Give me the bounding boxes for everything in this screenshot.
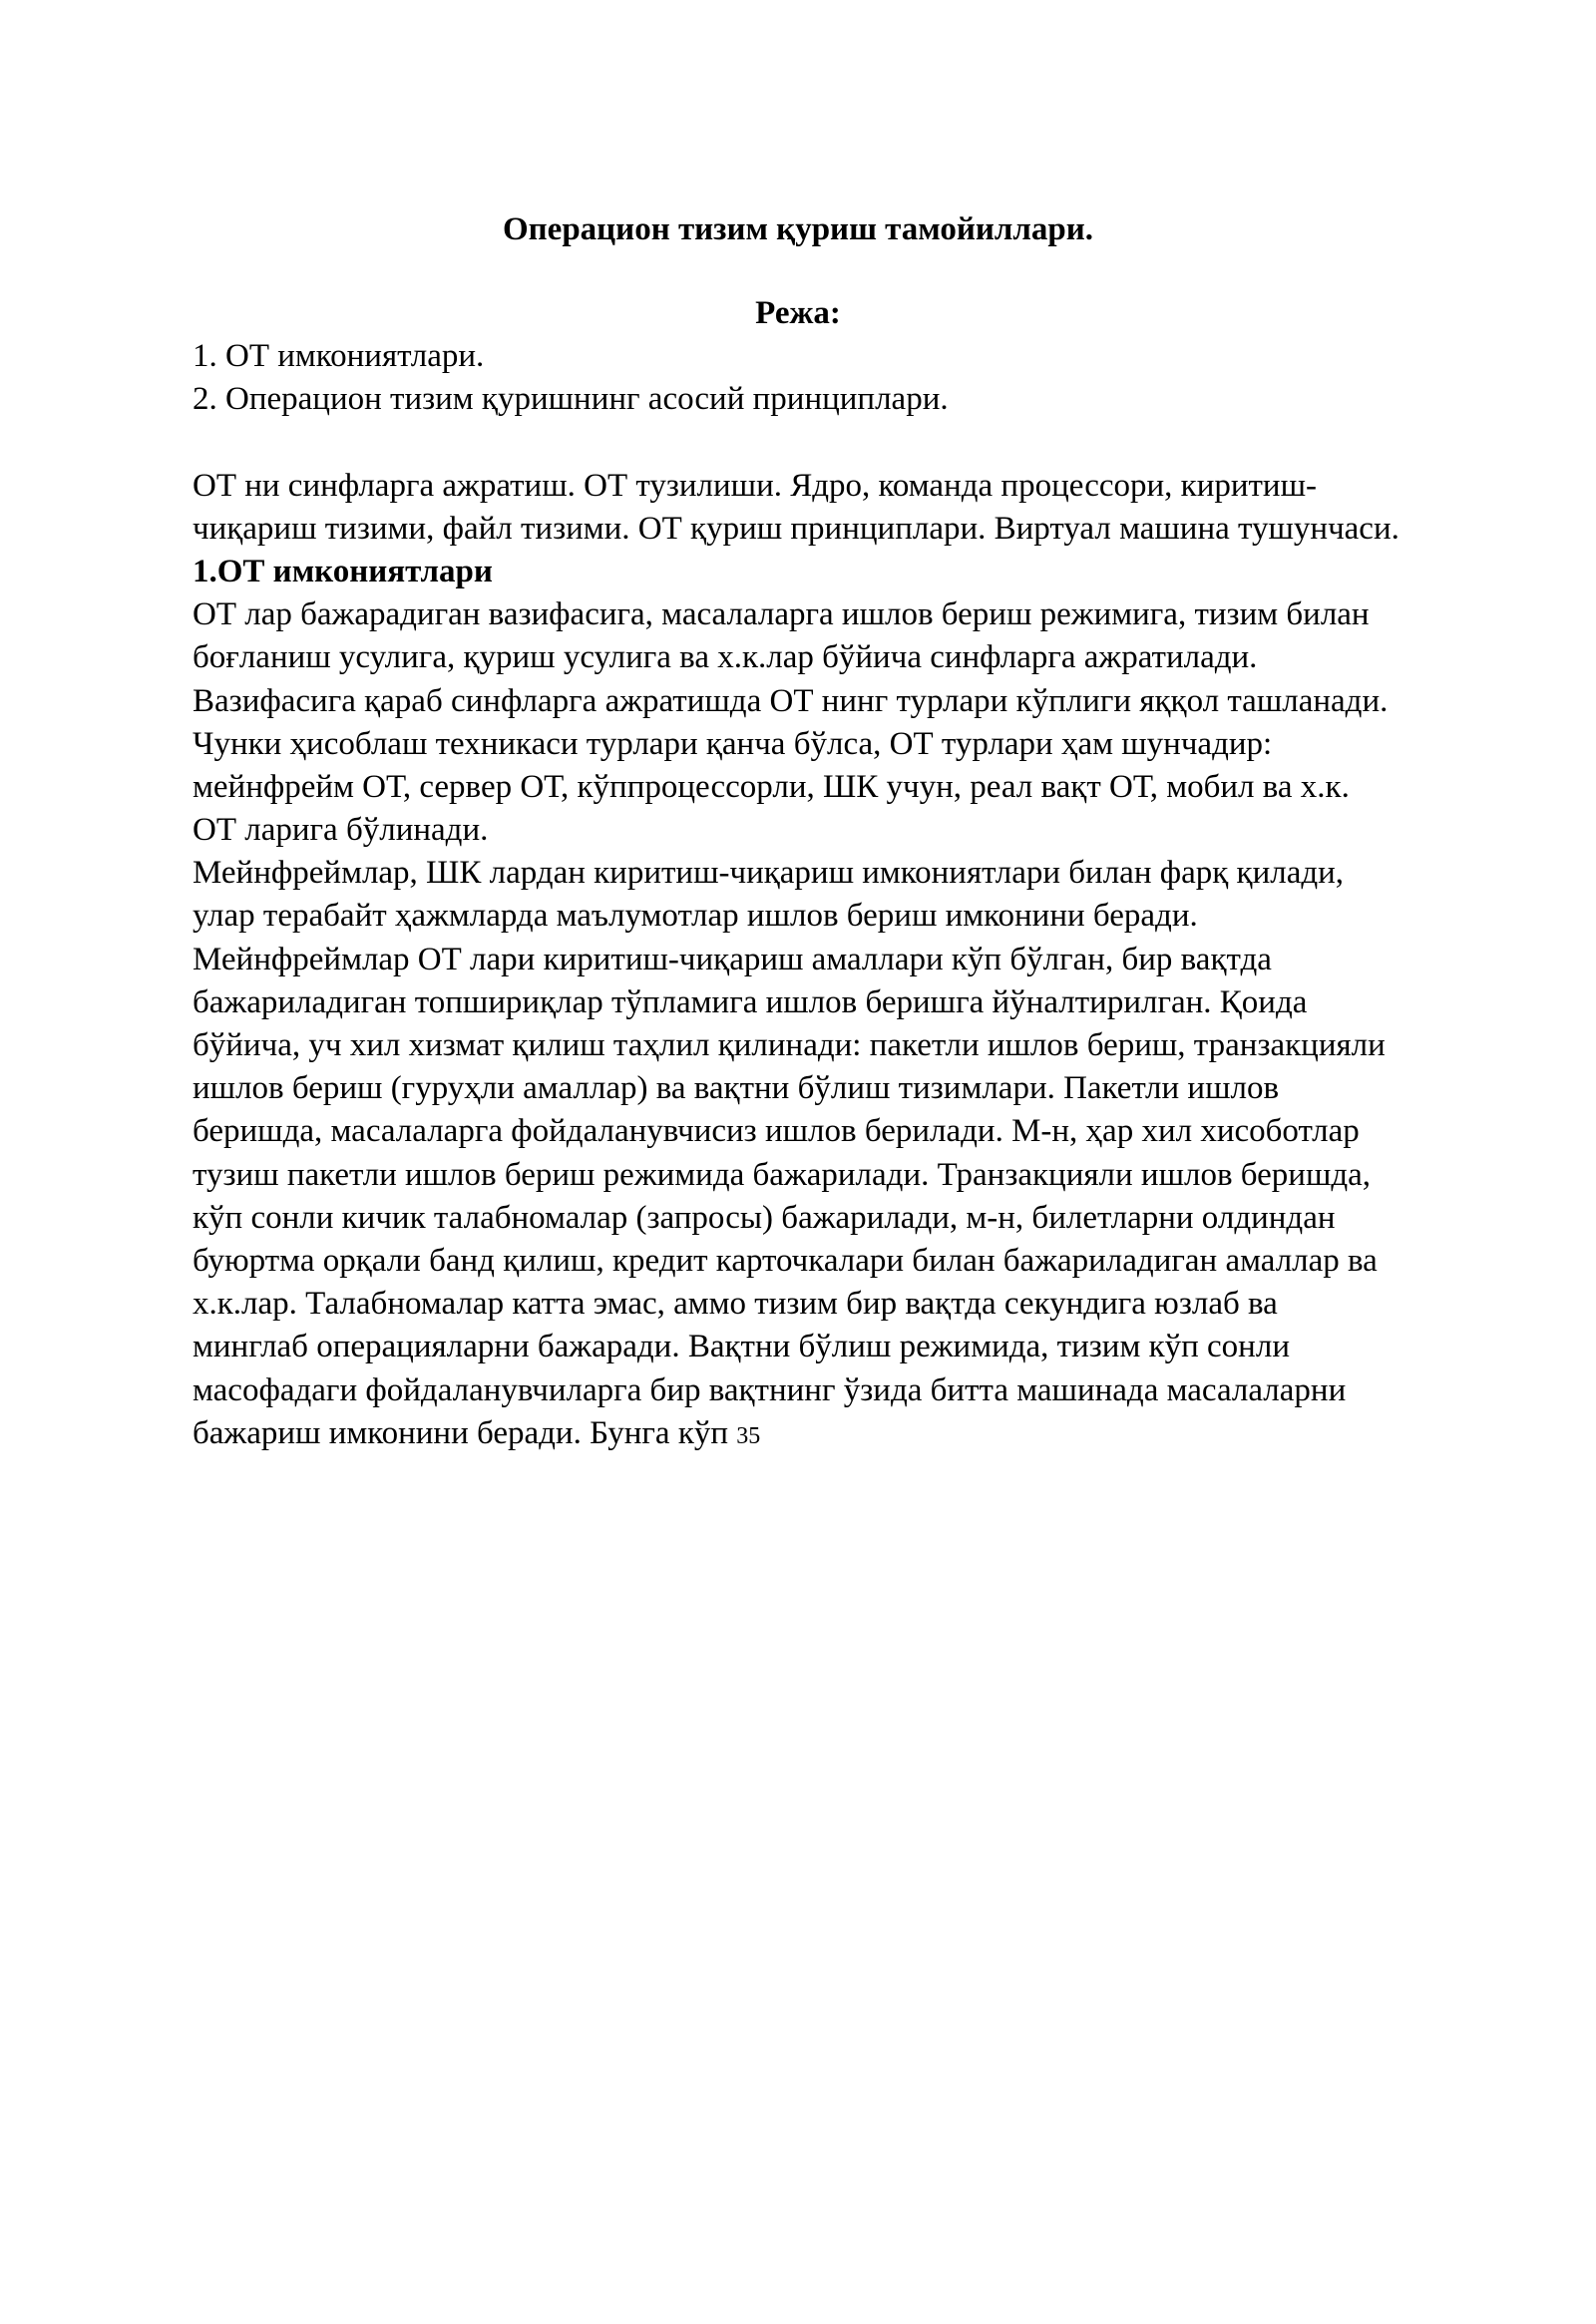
paragraph-last-line (193, 1412, 1559, 1455)
paragraph-line: Вазифасига қараб синфларга ажратишда ОТ нинг турлари кўплиги яққол ташланади. (193, 682, 1389, 719)
paragraph-line: минглаб операцияларни бажаради. Вақтни бўлиш режимида, тизим кўп сонли (193, 1329, 1290, 1365)
paragraph-line: ОТ лар бажарадиган вазифасига, масалаларга ишлов бериш режимига, тизим билан (193, 596, 1370, 633)
paragraph-line: ОТ ларига бўлинади. (193, 812, 489, 849)
blank-line (193, 421, 1559, 464)
intro-line: чиқариш тизими, файл тизими. ОТ қуриш принциплари. Виртуал машина тушунчаси. (193, 510, 1399, 547)
page-title: Операцион тизим қуриш тамойиллари. (502, 211, 1094, 247)
paragraph-line: боғланиш усулига, қуриш усулига ва х.к.лар бўйича синфларга ажратилади. (193, 639, 1258, 676)
paragraph-line: бўйича, уч хил хизмат қилиш таҳлил қилинади: пакетли ишлов бериш, транзакцияли (193, 1027, 1386, 1063)
paragraph-line: х.к.лар. Талабномалар катта эмас, аммо тизим бир вақтда секундига юзлаб ва (193, 1286, 1278, 1323)
paragraph-line: беришда, масалаларга фойдаланувчисиз ишлов берилади. М-н, ҳар хил хисоботлар (193, 1113, 1360, 1150)
paragraph-line: масофадаги фойдаланувчиларга бир вақтнинг ўзида битта машинада масалаларни (193, 1371, 1347, 1408)
section-heading: 1.ОТ имкониятлари (193, 553, 493, 589)
paragraph-line: тузиш пакетли ишлов бериш режимида бажарилади. Транзакцияли ишлов беришда, (193, 1156, 1372, 1193)
plan-item: 1. ОТ имкониятлари. (193, 338, 485, 374)
plan-heading: Режа: (755, 295, 841, 331)
paragraph-line: улар терабайт ҳажмларда маълумотлар ишлов бериш имконини беради. (193, 898, 1198, 935)
paragraph-line: кўп сонли кичик талабномалар (запросы) бажарилади, м-н, билетларни олдиндан (193, 1199, 1336, 1236)
paragraph-line: Мейнфреймлар ОТ лари киритиш-чиқариш амаллари кўп бўлган, бир вақтда (193, 941, 1272, 977)
intro-line: ОТ ни синфларга ажратиш. ОТ тузилиши. Ядро, команда процессори, киритиш- (193, 467, 1317, 504)
paragraph-line: бажариладиган топшириқлар тўпламига ишлов беришга йўналтирилган. Қоида (193, 983, 1308, 1020)
paragraph-line: ишлов бериш (гуруҳли амаллар) ва вақтни бўлиш тизимлари. Пакетли ишлов (193, 1070, 1280, 1107)
paragraph-line: мейнфрейм ОТ, сервер ОТ, кўппроцессорли, ШК учун, реал вақт ОТ, мобил ва х.к. (193, 768, 1350, 805)
document-body (193, 335, 1559, 1455)
paragraph-line: Мейнфреймлар, ШК лардан киритиш-чиқариш имкониятлари билан фарқ қилади, (193, 855, 1345, 892)
paragraph-line: Чунки ҳисоблаш техникаси турлари қанча бўлса, ОТ турлари ҳам шунчадир: (193, 725, 1273, 762)
last-line-text: бажариш имконини беради. Бунга кўп (193, 1414, 737, 1451)
plan-item: 2. Операцион тизим қуришнинг асосий принциплари. (193, 381, 949, 418)
page-number: 35 (736, 1422, 761, 1449)
paragraph-line: буюртма орқали банд қилиш, кредит карточкалари билан бажариладиган амаллар ва (193, 1242, 1378, 1279)
